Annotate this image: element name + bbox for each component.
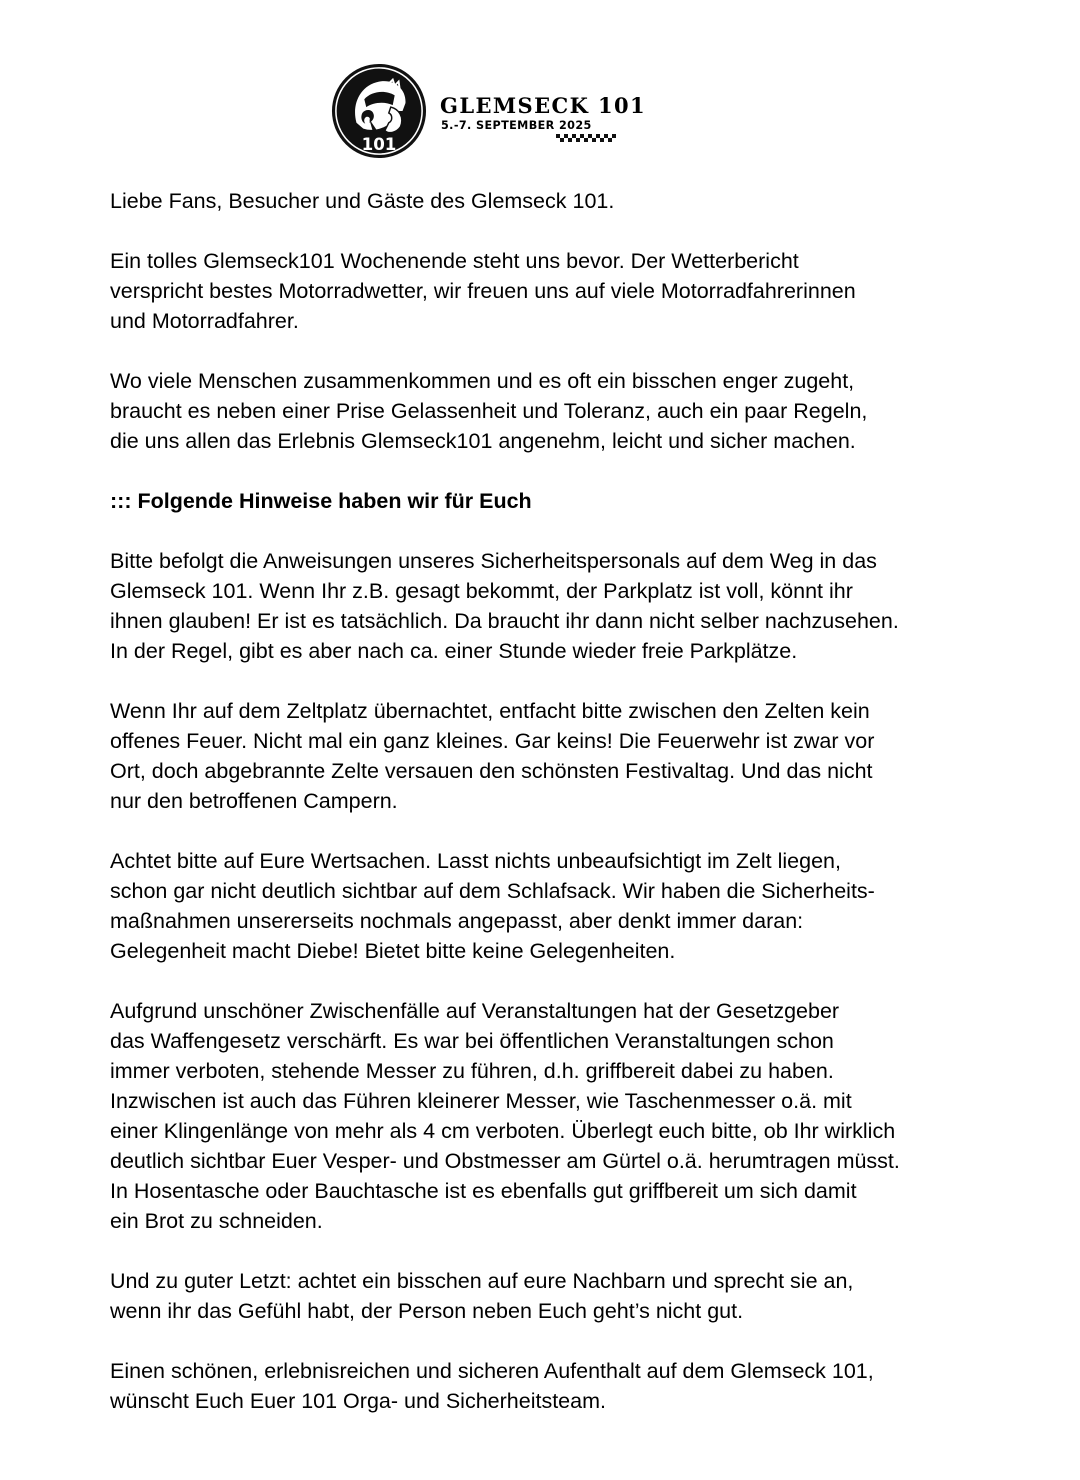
text-line: Gelegenheit macht Diebe! Bietet bitte keine Gelegenheiten. xyxy=(110,939,676,963)
text-line: Inzwischen ist auch das Führen kleinerer Messer, wie Taschenmesser o.ä. mit xyxy=(110,1089,852,1113)
text-line: In Hosentasche oder Bauchtasche ist es ebenfalls gut griffbereit um sich damit xyxy=(110,1179,857,1203)
text-line: deutlich sichtbar Euer Vesper- und Obstmesser am Gürtel o.ä. herumtragen müsst. xyxy=(110,1149,900,1173)
text-line: braucht es neben einer Prise Gelassenheit und Toleranz, auch ein paar Regeln, xyxy=(110,399,868,423)
glemseck-logo-badge xyxy=(330,62,428,160)
section-heading xyxy=(110,486,1010,516)
text-line: schon gar nicht deutlich sichtbar auf dem Schlafsack. Wir haben die Sicherheits- xyxy=(110,879,875,903)
weapons-law-paragraph xyxy=(110,996,1010,1236)
text-line: Einen schönen, erlebnisreichen und sicheren Aufenthalt auf dem Glemseck 101, xyxy=(110,1359,874,1383)
text-line: wünscht Euch Euer 101 Orga- und Sicherheitsteam. xyxy=(110,1389,606,1413)
text-line: nur den betroffenen Campern. xyxy=(110,789,398,813)
text-line: Glemseck 101. Wenn Ihr z.B. gesagt bekommt, der Parkplatz ist voll, könnt ihr xyxy=(110,579,853,603)
text-line: und Motorradfahrer. xyxy=(110,309,299,333)
neighbors-paragraph xyxy=(110,1266,1010,1326)
closing-paragraph xyxy=(110,1356,1010,1416)
text-line: einer Klingenlänge von mehr als 4 cm verboten. Überlegt euch bitte, ob Ihr wirklich xyxy=(110,1119,896,1143)
text-line: ihnen glauben! Er ist es tatsächlich. Da braucht ihr dann nicht selber nachzusehen. xyxy=(110,609,899,633)
brand-block xyxy=(440,94,650,132)
text-line: verspricht bestes Motorradwetter, wir freuen uns auf viele Motorradfahrerinnen xyxy=(110,279,856,303)
text-line: Ort, doch abgebrannte Zelte versauen den schönsten Festivaltag. Und das nicht xyxy=(110,759,873,783)
text-line: Aufgrund unschöner Zwischenfälle auf Veranstaltungen hat der Gesetzgeber xyxy=(110,999,840,1023)
text-line: das Waffengesetz verschärft. Es war bei öffentlichen Veranstaltungen schon xyxy=(110,1029,834,1053)
text-line: offenes Feuer. Nicht mal ein ganz kleines. Gar keins! Die Feuerwehr ist zwar vor xyxy=(110,729,875,753)
valuables-paragraph xyxy=(110,846,1010,966)
intro-paragraph xyxy=(110,246,1010,336)
text-line: maßnahmen unsererseits nochmals angepasst, aber denkt immer daran: xyxy=(110,909,804,933)
rules-intro-paragraph xyxy=(110,366,1010,456)
text-line: Wo viele Menschen zusammenkommen und es oft ein bisschen enger zugeht, xyxy=(110,369,855,393)
text-line: ein Brot zu schneiden. xyxy=(110,1209,323,1233)
text-line: Und zu guter Letzt: achtet ein bisschen auf eure Nachbarn und sprecht sie an, xyxy=(110,1269,854,1293)
text-line: wenn ihr das Gefühl habt, der Person neben Euch geht’s nicht gut. xyxy=(110,1299,744,1323)
parking-paragraph xyxy=(110,546,1010,666)
text-line: Bitte befolgt die Anweisungen unseres Sicherheitspersonals auf dem Weg in das xyxy=(110,549,877,573)
camping-fire-paragraph xyxy=(110,696,1010,816)
text-line: die uns allen das Erlebnis Glemseck101 angenehm, leicht und sicher machen. xyxy=(110,429,856,453)
text-line: Achtet bitte auf Eure Wertsachen. Lasst nichts unbeaufsichtigt im Zelt liegen, xyxy=(110,849,841,873)
greeting-paragraph xyxy=(110,186,1010,216)
checkered-flag-stripe xyxy=(556,134,618,142)
letter-body xyxy=(110,186,1010,1446)
text-line: immer verboten, stehende Messer zu führen, d.h. griffbereit dabei zu haben. xyxy=(110,1059,834,1083)
badge-number: 101 xyxy=(361,135,397,155)
text-line: In der Regel, gibt es aber nach ca. einer Stunde wieder freie Parkplätze. xyxy=(110,639,798,663)
text-line: Wenn Ihr auf dem Zeltplatz übernachtet, entfacht bitte zwischen den Zelten kein xyxy=(110,699,870,723)
text-line: Liebe Fans, Besucher und Gäste des Glemseck 101. xyxy=(110,189,615,213)
event-header xyxy=(330,62,650,162)
heading-text: ::: Folgende Hinweise haben wir für Euch xyxy=(110,489,532,513)
brand-name: GLEMSECK 101 xyxy=(440,93,647,118)
text-line: Ein tolles Glemseck101 Wochenende steht uns bevor. Der Wetterbericht xyxy=(110,249,799,273)
event-dates: 5.-7. SEPTEMBER 2025 xyxy=(441,119,592,132)
